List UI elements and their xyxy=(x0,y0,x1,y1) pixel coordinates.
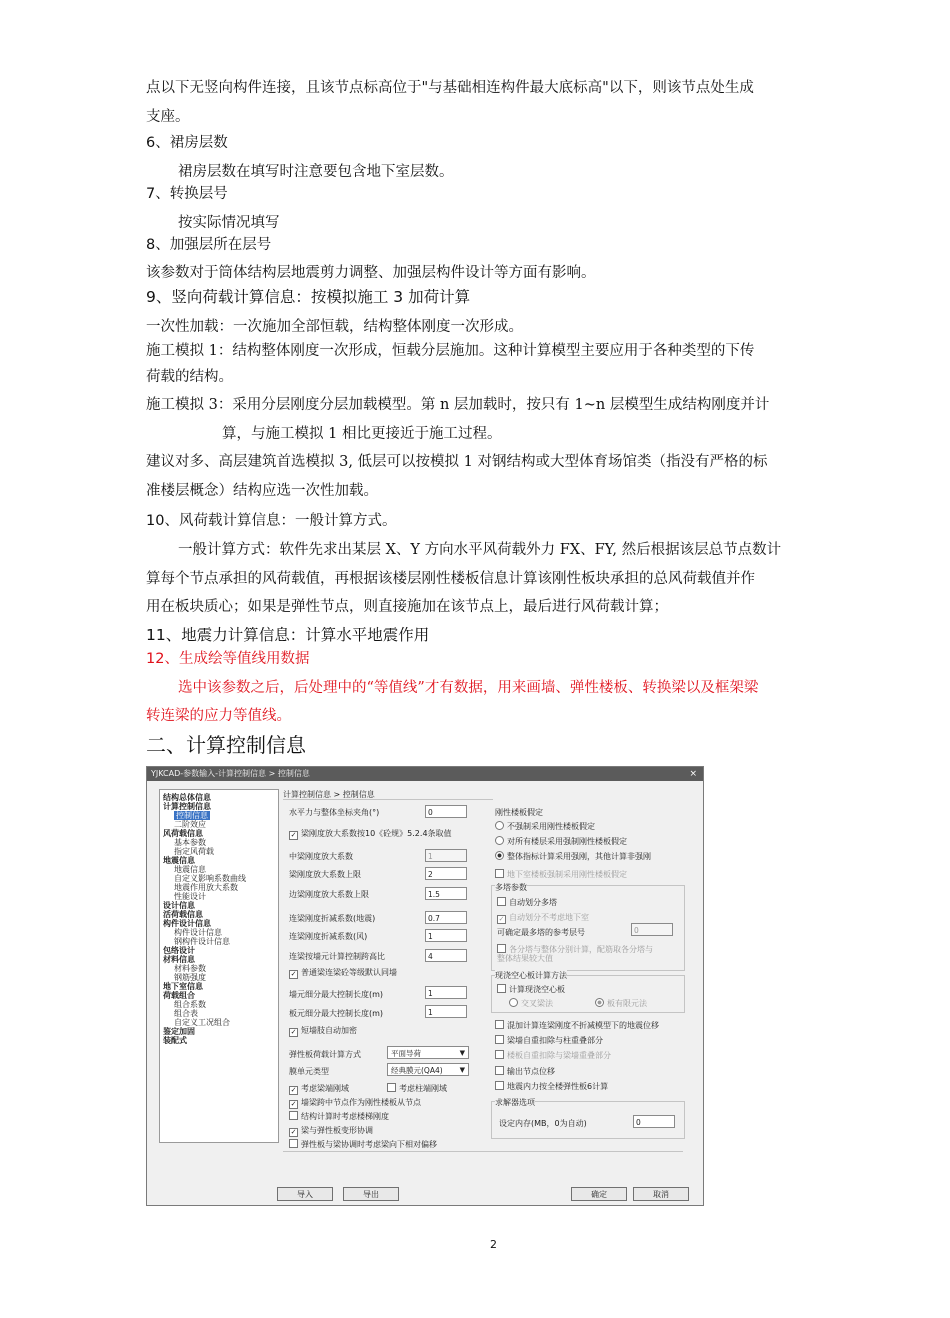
checkbox-icon: ✓ xyxy=(290,970,297,978)
tree-item[interactable]: 风荷载信息 xyxy=(163,829,203,838)
mid-beam-input[interactable]: 1 xyxy=(425,849,467,862)
settings-dialog xyxy=(146,766,704,1206)
tree-item[interactable]: 荷载组合 xyxy=(163,991,195,1000)
radio-icon xyxy=(495,836,504,845)
chevron-down-icon: ▼ xyxy=(459,1049,465,1057)
tree-item[interactable]: 构件设计信息 xyxy=(174,928,222,937)
item-heading-12: 12、生成绘等值线用数据 xyxy=(146,651,310,667)
paragraph-line: 施工模拟 1：结构整体刚度一次形成，恒载分层施加。这种计算模型主要应用于各种类型的下传 xyxy=(146,343,755,359)
tower-group-title: 多塔参数 xyxy=(495,883,527,892)
multi-ref-input[interactable]: 0 xyxy=(631,923,673,936)
hollow-calc-checkbox[interactable]: 计算现浇空心板 xyxy=(497,984,565,995)
struct-calc-checkbox[interactable]: 结构计算时考虑楼梯刚度 xyxy=(289,1111,389,1122)
tree-item[interactable]: 地震信息 xyxy=(174,865,206,874)
paragraph-line: 施工模拟 3：采用分层刚度分层加载模型。第 n 层加载时，按只有 1~n 层模型生成结构刚度并计 xyxy=(146,397,770,413)
tree-item[interactable]: 设计信息 xyxy=(163,901,195,910)
tree-item[interactable]: 地震信息 xyxy=(163,856,195,865)
cancel-button[interactable]: 取消 xyxy=(633,1187,689,1201)
tree-item[interactable]: 控制信息 xyxy=(176,811,208,820)
plate-mesh-input[interactable]: 1 xyxy=(425,1005,467,1018)
section-heading: 二、计算控制信息 xyxy=(146,733,306,757)
edge-beam-input[interactable]: 1.5 xyxy=(425,887,467,900)
wall-mesh-input[interactable]: 1 xyxy=(425,986,467,999)
paragraph-line: 算，与施工模拟 1 相比更接近于施工过程。 xyxy=(222,426,502,442)
multi-ref-label: 可确定最多塔的参考层号 xyxy=(497,928,585,937)
output-node-checkbox[interactable]: 输出节点位移 xyxy=(495,1066,555,1077)
paragraph-line: 荷载的结构。 xyxy=(146,369,233,385)
memory-label: 设定内存(MB，0为自动) xyxy=(499,1119,587,1128)
plate-method-radio[interactable]: 板有限元法 xyxy=(595,998,647,1009)
checkbox-icon xyxy=(495,1035,504,1044)
tree-item[interactable]: 活荷载信息 xyxy=(163,910,203,919)
tree-item[interactable]: 鉴定加固 xyxy=(163,1027,195,1036)
beam-upper-label: 梁刚度放大系数上限 xyxy=(289,870,361,879)
radio-selected-icon xyxy=(595,998,604,1007)
tree-item[interactable]: 指定风荷载 xyxy=(174,847,214,856)
radio-icon xyxy=(509,998,518,1007)
auto-tower-base-checkbox[interactable]: ✓ 自动划分不考虑地下室 xyxy=(498,913,589,923)
checkbox-icon xyxy=(497,897,506,906)
radio-selected-icon xyxy=(495,851,504,860)
paragraph-line: 算每个节点承担的风荷载值，再根据该楼层刚性楼板信息计算该刚性板块承担的总风荷载值并作 xyxy=(146,571,755,587)
conn-ratio-input[interactable]: 4 xyxy=(425,949,467,962)
rigid-option-3[interactable]: 整体指标计算采用强刚，其他计算非强刚 xyxy=(495,851,651,862)
slab-weight-checkbox[interactable]: 楼板自重扣除与梁墙重叠部分 xyxy=(495,1050,611,1061)
checkbox-icon xyxy=(495,1050,504,1059)
tree-item[interactable]: 二阶效应 xyxy=(174,820,206,829)
conn-eq-input[interactable]: 0.7 xyxy=(425,911,467,924)
paragraph-line: 裙房层数在填写时注意要包含地下室层数。 xyxy=(178,164,454,180)
paragraph-line: 按实际情况填写 xyxy=(178,215,280,231)
cross-beam-radio[interactable]: 交叉梁法 xyxy=(509,998,553,1009)
checkbox-icon xyxy=(289,1139,298,1148)
tree-item[interactable]: 组合表 xyxy=(174,1009,198,1018)
item-heading-9: 9、竖向荷载计算信息：按模拟施工 3 加荷计算 xyxy=(146,288,471,306)
nav-tree[interactable] xyxy=(159,789,279,1143)
shell-type-label: 膜单元类型 xyxy=(289,1067,329,1076)
paragraph-line: 一次性加载：一次施加全部恒载，结构整体刚度一次形成。 xyxy=(146,319,523,335)
paragraph-line: 建议对多、高层建筑首选模拟 3, 低层可以按模拟 1 对钢结构或大型体育场馆类（指没有严格的标 xyxy=(146,454,768,470)
item-heading-7: 7、转换层号 xyxy=(146,186,228,202)
plate-mesh-label: 板元细分最大控制长度(m) xyxy=(289,1009,384,1018)
angle-label: 水平力与整体坐标夹角(°) xyxy=(289,808,380,817)
beam-end-checkbox[interactable]: ✓ 考虑梁端刚域 xyxy=(290,1084,349,1094)
tree-item[interactable]: 构件设计信息 xyxy=(163,919,211,928)
elastic-def-checkbox[interactable]: ✓ 梁与弹性板变形协调 xyxy=(290,1126,373,1136)
wall-beam-checkbox[interactable]: ✓ 墙梁跨中节点作为刚性楼板从节点 xyxy=(290,1098,421,1108)
hollow-group-title: 现浇空心板计算方法 xyxy=(495,971,567,980)
shell-type-select[interactable]: 经典膜元(QA4) ▼ xyxy=(387,1063,469,1076)
checkbox-icon: ✓ xyxy=(290,1100,297,1108)
paragraph-line: 一般计算方式：软件先求出某层 X、Y 方向水平风荷载外力 FX、FY, 然后根据该层总节点数计 xyxy=(178,542,782,558)
checkbox-icon xyxy=(495,869,504,878)
close-icon[interactable]: × xyxy=(689,769,697,779)
rigid-group-title: 刚性楼板假定 xyxy=(495,808,543,817)
tree-item[interactable]: 材料参数 xyxy=(174,964,206,973)
checkbox-icon xyxy=(497,944,506,953)
elastic-method-select[interactable]: 平面导荷 ▼ xyxy=(387,1046,469,1059)
checkbox-icon: ✓ xyxy=(290,1086,297,1094)
tree-item[interactable]: 自定义工况组合 xyxy=(174,1018,230,1027)
tree-item[interactable]: 材料信息 xyxy=(163,955,195,964)
checkbox-icon xyxy=(495,1066,504,1075)
paragraph-line: 选中该参数之后，后处理中的“等值线”才有数据，用来画墙、弹性楼板、转换梁以及框架梁 xyxy=(178,680,759,696)
basement-checkbox[interactable]: 地下室楼板强制采用刚性楼板假定 xyxy=(495,869,627,880)
tree-item[interactable]: 地下室信息 xyxy=(163,982,203,991)
beam-weight-checkbox[interactable]: 梁墙自重扣除与柱重叠部分 xyxy=(495,1035,603,1046)
rigid-option-1[interactable]: 不强制采用刚性楼板假定 xyxy=(495,821,595,832)
checkbox-icon: ✓ xyxy=(498,915,505,923)
beam-upper-input[interactable]: 2 xyxy=(425,867,467,880)
paragraph-line: 支座。 xyxy=(146,109,190,125)
checkbox-icon xyxy=(497,984,506,993)
wall-mesh-label: 墙元细分最大控制长度(m) xyxy=(289,990,384,999)
conn-wind-input[interactable]: 1 xyxy=(425,929,467,942)
beam-amp-checkbox[interactable]: ✓ 梁刚度放大系数按10《砼规》5.2.4条取值 xyxy=(290,829,452,839)
paragraph-line: 准楼层概念）结构应选一次性加载。 xyxy=(146,483,378,499)
tree-item[interactable]: 包络设计 xyxy=(163,946,195,955)
memory-input[interactable]: 0 xyxy=(633,1115,675,1128)
item-heading-11: 11、地震力计算信息：计算水平地震作用 xyxy=(146,626,430,644)
checkbox-icon: ✓ xyxy=(290,1028,297,1036)
paragraph-line: 点以下无竖向构件连接，且该节点标高位于"与基础相连构件最大底标高"以下，则该节点处生成 xyxy=(146,80,754,96)
plate-beam-checkbox[interactable]: 弹性板与梁协调时考虑梁向下相对偏移 xyxy=(289,1139,437,1150)
mid-beam-label: 中梁刚度放大系数 xyxy=(289,852,353,861)
paragraph-line: 该参数对于筒体结构层地震剪力调整、加强层构件设计等方面有影响。 xyxy=(146,265,596,281)
breadcrumb: 计算控制信息 > 控制信息 xyxy=(283,790,375,799)
checkbox-icon xyxy=(387,1083,396,1092)
item-heading-6: 6、裙房层数 xyxy=(146,135,228,151)
tree-item[interactable]: 装配式 xyxy=(163,1036,187,1045)
conn-ratio-label: 连梁按墙元计算控制跨高比 xyxy=(289,952,385,961)
tree-item[interactable]: 性能设计 xyxy=(174,892,206,901)
beam-stiff-checkbox[interactable]: 混加计算连梁刚度不折减模型下的地震位移 xyxy=(495,1020,659,1031)
chevron-down-icon: ▼ xyxy=(459,1066,465,1074)
checkbox-icon xyxy=(495,1020,504,1029)
import-button[interactable]: 导入 xyxy=(277,1187,333,1201)
col-end-checkbox[interactable]: 考虑柱端刚域 xyxy=(387,1083,447,1094)
tree-item[interactable]: 自定义影响系数曲线 xyxy=(174,874,246,883)
paragraph-line: 转连梁的应力等值线。 xyxy=(146,708,291,724)
elastic-method-label: 弹性板荷载计算方式 xyxy=(289,1050,361,1059)
dialog-title: YJKCAD-参数输入-计算控制信息 > 控制信息 xyxy=(151,769,310,778)
tree-item[interactable]: 组合系数 xyxy=(174,1000,206,1009)
whole-floor-checkbox[interactable]: 地震内力按全楼弹性板6计算 xyxy=(495,1081,608,1092)
divider xyxy=(283,1151,683,1152)
angle-input[interactable]: 0 xyxy=(425,805,467,818)
tree-item[interactable]: 基本参数 xyxy=(174,838,206,847)
paragraph-line: 用在板块质心；如果是弹性节点，则直接施加在该节点上，最后进行风荷载计算； xyxy=(146,599,668,615)
conn-default-checkbox[interactable]: ✓ 普通梁连梁砼等级默认同墙 xyxy=(290,968,397,978)
ok-button[interactable]: 确定 xyxy=(571,1187,627,1201)
page-number: 2 xyxy=(490,1238,497,1251)
dialog-title-bar xyxy=(147,767,703,781)
checkbox-icon xyxy=(495,1081,504,1090)
rigid-option-2[interactable]: 对所有楼层采用强制刚性楼板假定 xyxy=(495,836,627,847)
auto-tower-checkbox[interactable]: 自动划分多塔 xyxy=(497,897,557,908)
tree-item[interactable]: 钢构件设计信息 xyxy=(174,937,230,946)
solver-group-title: 求解器选项 xyxy=(495,1098,535,1107)
radio-icon xyxy=(495,821,504,830)
short-wall-checkbox[interactable]: ✓ 短墙肢自动加密 xyxy=(290,1026,357,1036)
tree-item[interactable]: 计算控制信息 xyxy=(163,802,211,811)
divider xyxy=(283,799,493,800)
each-tower-checkbox[interactable]: 各分塔与整体分别计算，配筋取各分塔与整体结果较大值 xyxy=(497,945,653,963)
checkbox-icon: ✓ xyxy=(290,831,297,839)
checkbox-icon: ✓ xyxy=(290,1128,297,1136)
tree-item[interactable]: 结构总体信息 xyxy=(163,793,211,802)
checkbox-icon xyxy=(289,1111,298,1120)
tree-item[interactable]: 钢筋强度 xyxy=(174,973,206,982)
tree-item[interactable]: 地震作用放大系数 xyxy=(174,883,238,892)
export-button[interactable]: 导出 xyxy=(343,1187,399,1201)
conn-wind-label: 连梁刚度折减系数(风) xyxy=(289,932,368,941)
item-heading-10: 10、风荷载计算信息：一般计算方式。 xyxy=(146,513,397,529)
item-heading-8: 8、加强层所在层号 xyxy=(146,237,272,253)
conn-eq-label: 连梁刚度折减系数(地震) xyxy=(289,914,376,923)
edge-beam-label: 边梁刚度放大系数上限 xyxy=(289,890,369,899)
